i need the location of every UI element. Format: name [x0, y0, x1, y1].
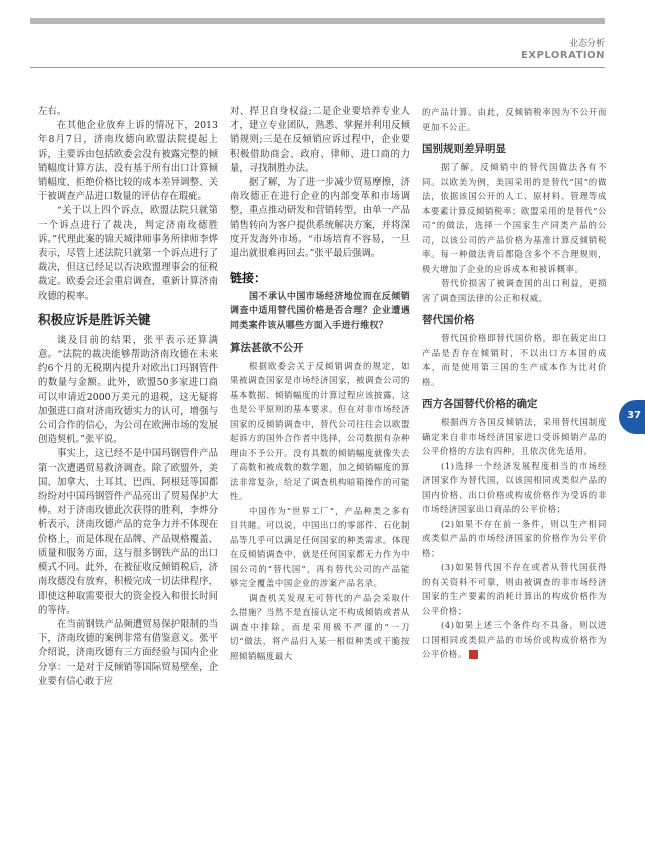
- sidebar-paragraph: (3)如果替代国不存在或者从替代国获得的有关资料不可靠，则由被调查的非市场经济国家的生产要素的消耗计算出的构成价格作为公平价格；: [422, 562, 607, 616]
- section-title-en: EXPLORATION: [521, 50, 605, 61]
- paragraph-text: (4)如果上述三个条件均不具备，则以进口国相同或类似产品的市场价或构成价格作为公平价格。: [422, 620, 607, 659]
- sidebar-paragraph-last: [422, 618, 607, 662]
- header-divider: [30, 67, 605, 68]
- paragraph: 事实上，这已经不是中国玛钢管件产品第一次遭遇贸易救济调查。除了欧盟外，美国、加拿大、土耳其、巴西、阿根廷等国都纷纷对中国玛钢管件产品亮出了贸易保护大棒。对于济南玫德此次获得的胜利，李烨分析表示，济南玫德产品的竞争力并不体现在价格上，而是体现在品牌、产品规格覆盖、质量和服务方面，这与很多钢铁产品的出口模式不同。此外，在被征收反倾销税后，济南玫德没有放弃，积极完成一切法律程序，即使这种取需要很大的资金投入和很长时间的等待。: [38, 448, 218, 616]
- sidebar-paragraph: 中国作为“世界工厂”，产品种类之多有目共睹。可以说，中国出口的零部件、石化制品等几乎可以满足任何国家的种类需求。体现在反倾销调查中，就是任何国家都无力作为中国公司的“替代国”，再有替代公司的产品能够完全覆盖中国企业的涉案产品名录。: [230, 505, 410, 589]
- article-column-2: [230, 105, 410, 663]
- sidebar-paragraph: (1)选择一个经济发展程度相当的市场经济国家作为替代国，以该国相同或类似产品的国内价格、出口价格或构成价格作为受诉的非市场经济国家出口商品的公平价格；: [422, 460, 607, 514]
- paragraph: 对、捍卫自身权益;二是企业要培养专业人才，建立专业团队，熟悉、掌握并利用反倾销规则;三是在反倾销应诉过程中，企业要积极借助商会、政府、律师、进口商的力量，寻找制胜办法。: [230, 106, 410, 174]
- sidebar-paragraph: 的产品计算。由此，反倾销税率因为不公开而更加不公正。: [422, 107, 607, 132]
- sidebar-paragraph: 根据欧委会关于反倾销调查的规定，如果被调查国家是市场经济国家，被调查公司的基本数据、倾销幅度的计算过程应该披露，这也是公平原则的基本要求。但在对非市场经济国家的反倾销调查中，替代公司往往会以欧盟起诉方的国外合作者中选择，公司数据有杂种理由不予公开。没有具数的倾销幅度就像失去了高数和被成数的数学题，加之倾销幅度的算法非常复杂，给足了调查机构暗箱操作的可能性。: [230, 360, 410, 502]
- section-heading: 积极应诉是胜诉关键: [38, 311, 151, 327]
- sidebar-link-title: 链接：: [230, 271, 267, 286]
- paragraph: 据了解，为了进一步减少贸易摩擦，济南玫德正在进行企业的内部变革和市场调整，重点推动研发和营销转型，由单一产品销售转向为客户提供系统解决方案，并将深度开发海外市场。“市场培育不容易，一旦退出就很难再回去。”张平最后强调。: [230, 177, 410, 260]
- paragraph: “关于以上四个诉点，欧盟法院只就第一个诉点进行了裁决，判定济南玫德胜诉。”代理此案的锦天城律师事务所律师李烨表示，尽管上述法院只就第一个诉点进行了裁决，但这已经足以否决欧盟理事会的征税裁定。欧委会还会重启调查，重新计算济南玫德的税率。: [38, 205, 218, 302]
- sidebar-lead: 国不承认中国市场经济地位而在反倾销调查中适用替代国价格是否合理？企业遭遇同类案件该从哪些方面入手进行维权？: [230, 292, 410, 331]
- paragraph: 在其他企业放弃上诉的情况下，2013年8月7日，济南玫德向欧盟法院提起上诉，主要诉由包括欧委会没有被露完整的倾销幅度计算方法、没有基于所有出口计算倾销幅度、拒绝价格比较的成本差异调整、关于被调查产品进口数量的评估存在瑕疵。: [38, 120, 218, 203]
- sidebar-paragraph: 根据西方各国反倾销法，采用替代国制度确定来自非市场经济国家进口受诉倾销产品的公平价格的方法有四种，且依次优先适用。: [422, 417, 607, 456]
- sidebar-paragraph: 调查机关发现无可替代的产品会采取什么措施？当然不是直接认定不构成倾销或者从调查中排除，而是采用极不严谨的“一刀切”做法，将产品归入某一相似种类或干脆按照倾销幅度最大: [230, 592, 410, 661]
- article-column-1: [38, 105, 218, 689]
- page-number: 37: [627, 410, 641, 421]
- paragraph: 谈及目前的结果，张平表示还算满意。“法院的裁决能够帮助济南玫德在未来约6个月的无税期内提升对欧出口玛钢管件的数量与金额。此外，欧盟50多家进口商可以申请近2000万美元的退税，这无疑将加强进口商对济南玫德实力的认可，增强与公司合作的信心，为公司在欧洲市场的发展创造契机。”张平说。: [38, 334, 218, 446]
- paragraph: 在当前钢铁产品频遭贸易保护限制的当下，济南玫德的案例非常有借鉴意义。张平介绍说，济南玫德有三方面经验与国内企业分享：一是对于反倾销等国际贸易壁垒，企业要有信心敢于应: [38, 618, 218, 687]
- sidebar-paragraph: 据了解，反倾销中的替代国做法各有不同。以欧美为例，美国采用的是替代“国”的做法，依据该国公开的人工、原材料、管理等成本要素计算反倾销税率；欧盟采用的是替代“公司”的做法，选择一个国家生产同类产品的公司，以该公司的产品价格为基准计算反倾销税率。每一种做法背后都隐含多个不合理规则，极大增加了企业的应诉成本和被诉概率。: [422, 162, 607, 274]
- sidebar-heading: 算法甚欲不公开: [230, 341, 304, 354]
- article-column-3: [422, 105, 607, 662]
- paragraph: 左右。: [38, 106, 67, 117]
- sidebar-paragraph: 替代价损害了被调查国的出口利益，更损害了调查国法律的公正和权威。: [422, 278, 607, 303]
- sidebar-heading: 西方各国替代价格的确定: [422, 398, 538, 410]
- sidebar-paragraph: (2)如果不存在前一条件，则以生产相同或类似产品的市场经济国家的价格作为公平价格；: [422, 518, 607, 558]
- top-bar: [30, 18, 605, 24]
- sidebar-heading: 国别规则差异明显: [422, 143, 506, 155]
- sidebar-heading: 替代国价格: [422, 314, 475, 326]
- end-mark-icon: [469, 650, 478, 659]
- sidebar-paragraph: 替代国价格即替代国价格，即在载定出口产品是否存在倾销时，不以出口方本国的成本，而是使用第三国的生产成本作为比对价格。: [422, 333, 607, 387]
- section-title-cn: 业态分析: [568, 39, 605, 49]
